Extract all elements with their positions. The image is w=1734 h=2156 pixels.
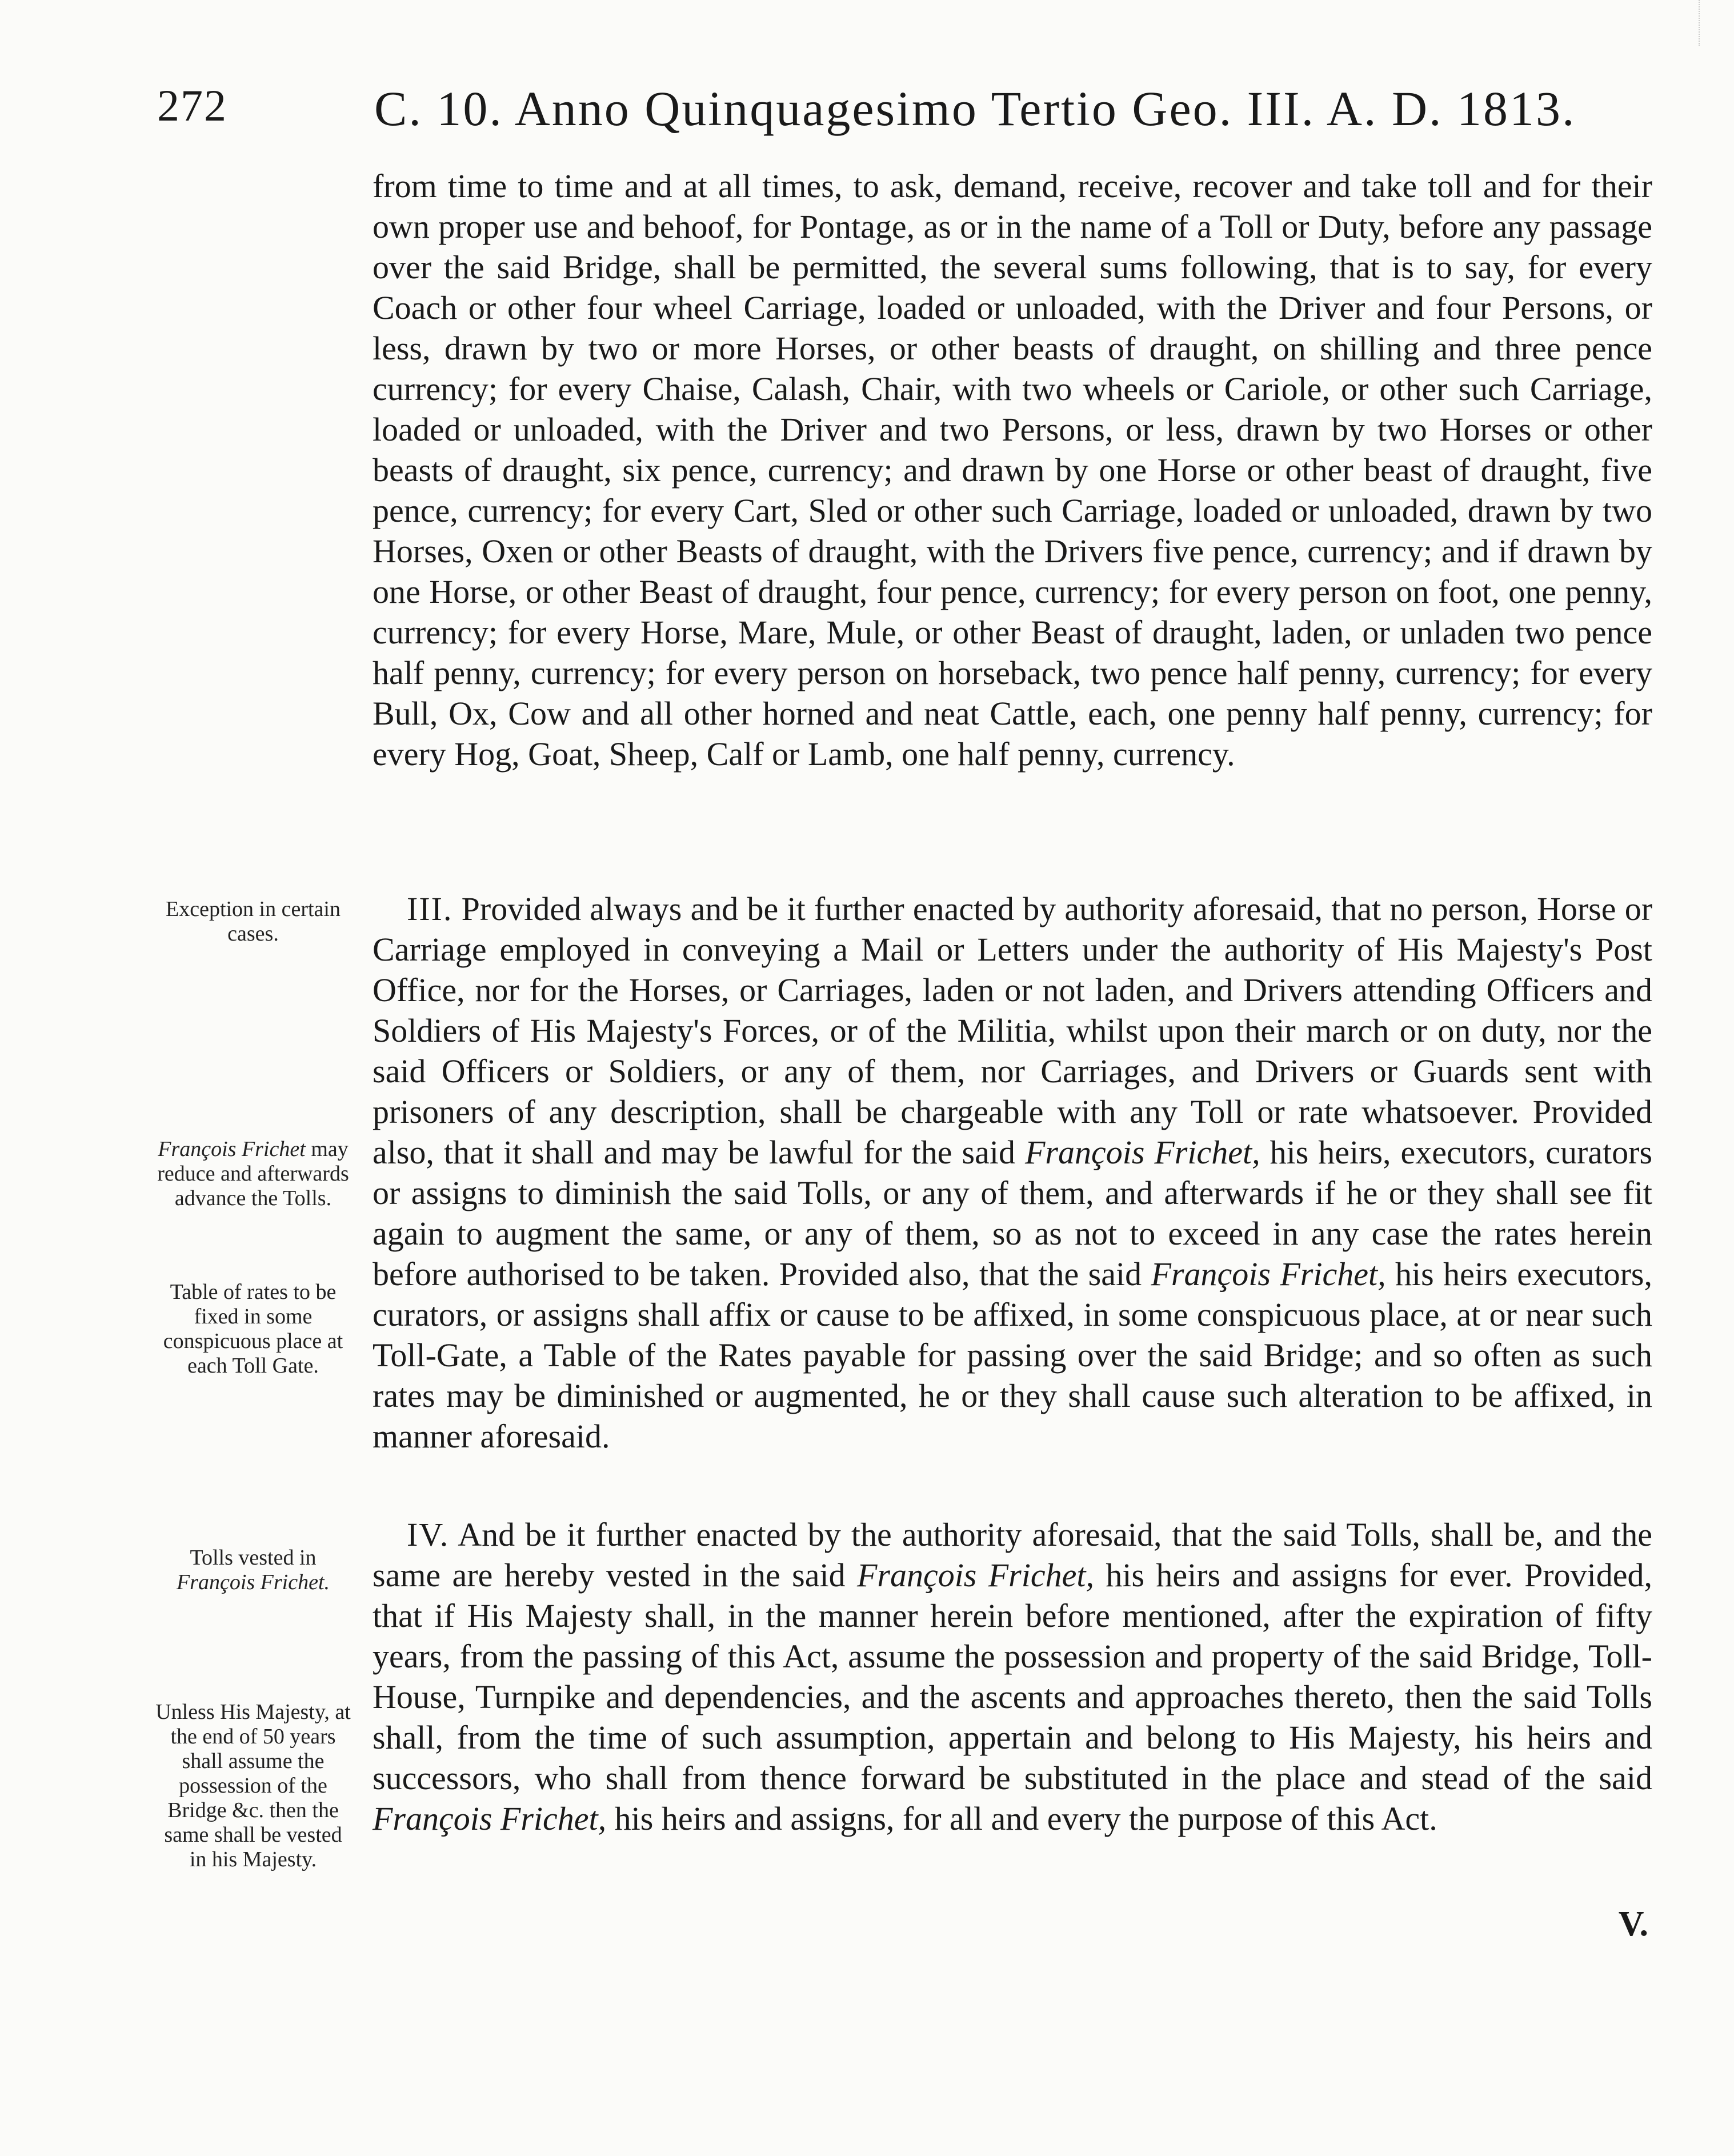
page-header xyxy=(157,80,1654,143)
section-iv-text xyxy=(373,1514,1652,1839)
margin-note-tolls-vested-text: Tolls vested in xyxy=(190,1546,317,1570)
margin-note-tolls-vested xyxy=(153,1546,353,1595)
margin-note-tolls-vested-name: François Frichet. xyxy=(176,1570,330,1594)
margin-note-exception: Exception in certain cases. xyxy=(166,897,341,946)
section-iv-number: IV. xyxy=(407,1516,450,1553)
section-iv-part-b: his heirs and assigns for ever. Provided, that if His Majesty shall, in the manner herein before mentioned, after the expiration of fifty years, from the passing of this Act, assume the possession and property of the said Bridge, Toll-House, Turnpike and dependencies, and the ascents and approaches thereto, then the said Tolls shall, from the time of such assumption, appertain and belong to His Majesty, his heirs and successors, who shall from thence forward be substituted in the place and stead of the said xyxy=(373,1557,1652,1797)
margin-note-frichet-reduce xyxy=(153,1137,353,1211)
section-iii xyxy=(373,889,1652,1457)
section-iv-part-a: And be it further enacted by the authority aforesaid, that the said Tolls, shall be, and the same are hereby vested in the said xyxy=(373,1516,1652,1594)
catchword: V. xyxy=(1618,1905,1648,1943)
paragraph-tolls xyxy=(373,166,1652,774)
section-iv-part-c: his heirs and assigns, for all and every the purpose of this Act. xyxy=(614,1800,1437,1837)
margin-note-unless-majesty: Unless His Majesty, at the end of 50 years shall assume the possession of the Bridge &c. then the same shall be vested in his Majesty. xyxy=(155,1700,351,1871)
page-number: 272 xyxy=(157,81,227,130)
section-iv-name-2: François Frichet, xyxy=(373,1800,607,1837)
section-iii-name-2: François Frichet, xyxy=(1151,1255,1386,1293)
section-iii-name-1: François Frichet, xyxy=(1024,1134,1260,1171)
margin-note-frichet-name: François Frichet xyxy=(158,1137,306,1161)
margin-note-frichet-rest: may reduce and afterwards advance the Tolls. xyxy=(157,1137,349,1210)
margin-note-table-of-rates: Table of rates to be fixed in some conspicuous place at each Toll Gate. xyxy=(163,1280,343,1378)
paragraph-tolls-text: from time to time and at all times, to ask, demand, receive, recover and take toll and for their own proper use and behoof, for Pontage, as or in the name of a Toll or Duty, before any passage over the said Bridge, shall be permitted, the several sums following, that is to say, for every Coach or other four wheel Carriage, loaded or unloaded, with the Driver and four Persons, or less, drawn by two or more Horses, or other beasts of draught, on shilling and three pence currency; for every Chaise, Calash, Chair, with two wheels or Cariole, or other such Carriage, loaded or unloaded, with the Driver and two Persons, or less, drawn by two Horses or other beasts of draught, six pence, currency; and drawn by one Horse or other beast of draught, five pence, currency; for every Cart, Sled or other such Carriage, loaded or unloaded, drawn by two Horses, Oxen or other Beasts of draught, with the Drivers five pence, currency; and if drawn by one Horse, or other Beast of draught, four pence, currency; for every person on foot, one penny, currency; for every Horse, Mare, Mule, or other Beast of draught, laden, or unladen two pence half penny, currency; for every person on horseback, two pence half penny, currency; for every Bull, Ox, Cow and all other horned and neat Cattle, each, one penny half penny, currency; for every Hog, Goat, Sheep, Calf or Lamb, one half penny, currency. xyxy=(373,167,1652,773)
section-iii-text xyxy=(373,889,1652,1457)
running-head: C. 10. Anno Quinquagesimo Tertio Geo. III. A. D. 1813. xyxy=(374,81,1576,136)
section-iii-part-c: his heirs executors, curators, or assigns shall affix or cause to be affixed, in some conspicuous place, at or near such Toll-Gate, a Table of the Rates payable for passing over the said Bridge; and so often as such rates may be diminished or augmented, he or they shall cause such alteration to be affixed, in manner aforesaid. xyxy=(373,1255,1652,1455)
page-edge-specks xyxy=(1699,0,1734,46)
section-iv-name-1: François Frichet, xyxy=(856,1557,1094,1594)
section-iii-part-b: his heirs, executors, curators or assigns to diminish the said Tolls, or any of them, and afterwards if he or they shall see fit again to augment the same, or any of them, so as not to exceed in any case the rates herein before authorised to be taken. Provided also, that the said xyxy=(373,1134,1653,1293)
section-iii-number: III. xyxy=(407,890,453,927)
section-iii-part-a: Provided always and be it further enacted by authority aforesaid, that no person, Horse or Carriage employed in conveying a Mail or Letters under the authority of His Majesty's Post Office, nor for the Horses, or Carriages, laden or not laden, and Drivers attending Officers and Soldiers of His Majesty's Forces, or of the Militia, whilst upon their march or on duty, nor the said Officers or Soldiers, or any of them, nor Carriages, and Drivers or Guards sent with prisoners of any description, shall be chargeable with any Toll or rate whatsoever. Provided also, that it shall and may be lawful for the said xyxy=(373,890,1653,1171)
section-iv xyxy=(373,1514,1652,1839)
